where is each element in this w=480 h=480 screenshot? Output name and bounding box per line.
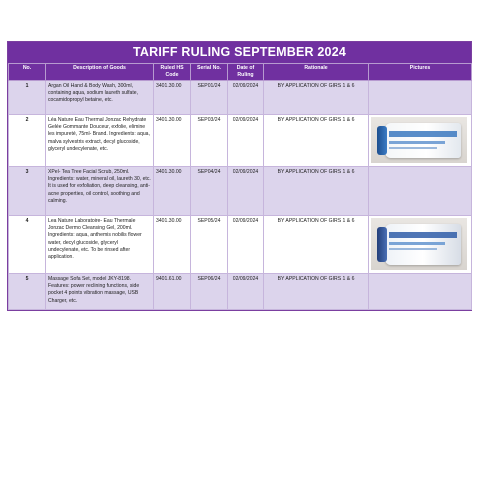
- row-date: 02/09/2024: [228, 216, 264, 274]
- row-no: 4: [9, 216, 46, 274]
- row-hs-code: 9401.61.00: [154, 274, 191, 310]
- row-description: Argan Oil Hand & Body Wash, 300ml, containing aqua, sodium laureth sulfate, cocamidopropyl betaine, etc.: [46, 81, 154, 115]
- row-description: Massage Sofa Set, model JKY-8198. Features: power reclining functions, side pocket 4 points vibration massage, USB Charger, etc.: [46, 274, 154, 310]
- row-rationale: BY APPLICATION OF GIRS 1 & 6: [264, 274, 369, 310]
- row-serial: SEP01/24: [191, 81, 228, 115]
- table-row: [9, 167, 472, 216]
- row-description: XPel- Tea Tree Facial Scrub, 250ml. Ingredients: water, mineral oil, laureth 30, etc. It is used for exfoliation, deep cleansing, anti-acne properties, oil control, soothing and calming.: [46, 167, 154, 216]
- row-picture: [369, 115, 472, 167]
- row-serial: SEP04/24: [191, 167, 228, 216]
- row-no: 1: [9, 81, 46, 115]
- row-serial: SEP06/24: [191, 274, 228, 310]
- table-row: [9, 81, 472, 115]
- row-picture-empty: [369, 81, 472, 115]
- row-rationale: BY APPLICATION OF GIRS 1 & 6: [264, 81, 369, 115]
- header-date: Date of Ruling: [228, 64, 264, 81]
- table-row: [9, 115, 472, 167]
- product-tube-photo: [371, 218, 467, 270]
- row-date: 02/09/2024: [228, 274, 264, 310]
- row-rationale: BY APPLICATION OF GIRS 1 & 6: [264, 216, 369, 274]
- header-rationale: Rationale: [264, 64, 369, 81]
- row-no: 3: [9, 167, 46, 216]
- header-description: Description of Goods: [46, 64, 154, 81]
- ruling-table: [8, 63, 472, 310]
- row-hs-code: 3401.30.00: [154, 167, 191, 216]
- table-row: [9, 216, 472, 274]
- row-rationale: BY APPLICATION OF GIRS 1 & 6: [264, 115, 369, 167]
- header-serial: Serial No.: [191, 64, 228, 81]
- row-serial: SEP03/24: [191, 115, 228, 167]
- row-no: 5: [9, 274, 46, 310]
- row-rationale: BY APPLICATION OF GIRS 1 & 6: [264, 167, 369, 216]
- row-description: Léa Nature Eau Thermal Jonzac Rehydrate Gelée Gommante Douceur, exfolie, elimine les impureté, 75ml- Brand. Ingredients: aqua, malva sylvestris extract, decyl glucoside, glyceryl undecylenate, etc.: [46, 115, 154, 167]
- product-tube-photo: [371, 117, 467, 163]
- header-pictures: Pictures: [369, 64, 472, 81]
- row-hs-code: 3401.30.00: [154, 115, 191, 167]
- header-no: No.: [9, 64, 46, 81]
- row-date: 02/09/2024: [228, 81, 264, 115]
- header-hs-code: Ruled HS Code: [154, 64, 191, 81]
- row-date: 02/09/2024: [228, 115, 264, 167]
- row-picture: [369, 216, 472, 274]
- page-title: TARIFF RULING SEPTEMBER 2024: [8, 42, 471, 63]
- row-description: Lea Nature Laboratoire- Eau Thermale Jonzac Dermo Cleansing Gel, 200ml. Ingredients: aqua, anthemis nobilis flower water, decyl glucoside, glyceryl undecylenate, etc. To be rinsed after application.: [46, 216, 154, 274]
- row-hs-code: 3401.30.00: [154, 216, 191, 274]
- row-date: 02/09/2024: [228, 167, 264, 216]
- row-picture-empty: [369, 167, 472, 216]
- row-serial: SEP05/24: [191, 216, 228, 274]
- row-picture-empty: [369, 274, 472, 310]
- tariff-ruling-sheet: [7, 41, 472, 311]
- row-no: 2: [9, 115, 46, 167]
- row-hs-code: 3401.30.00: [154, 81, 191, 115]
- header-row: [9, 64, 472, 81]
- table-row: [9, 274, 472, 310]
